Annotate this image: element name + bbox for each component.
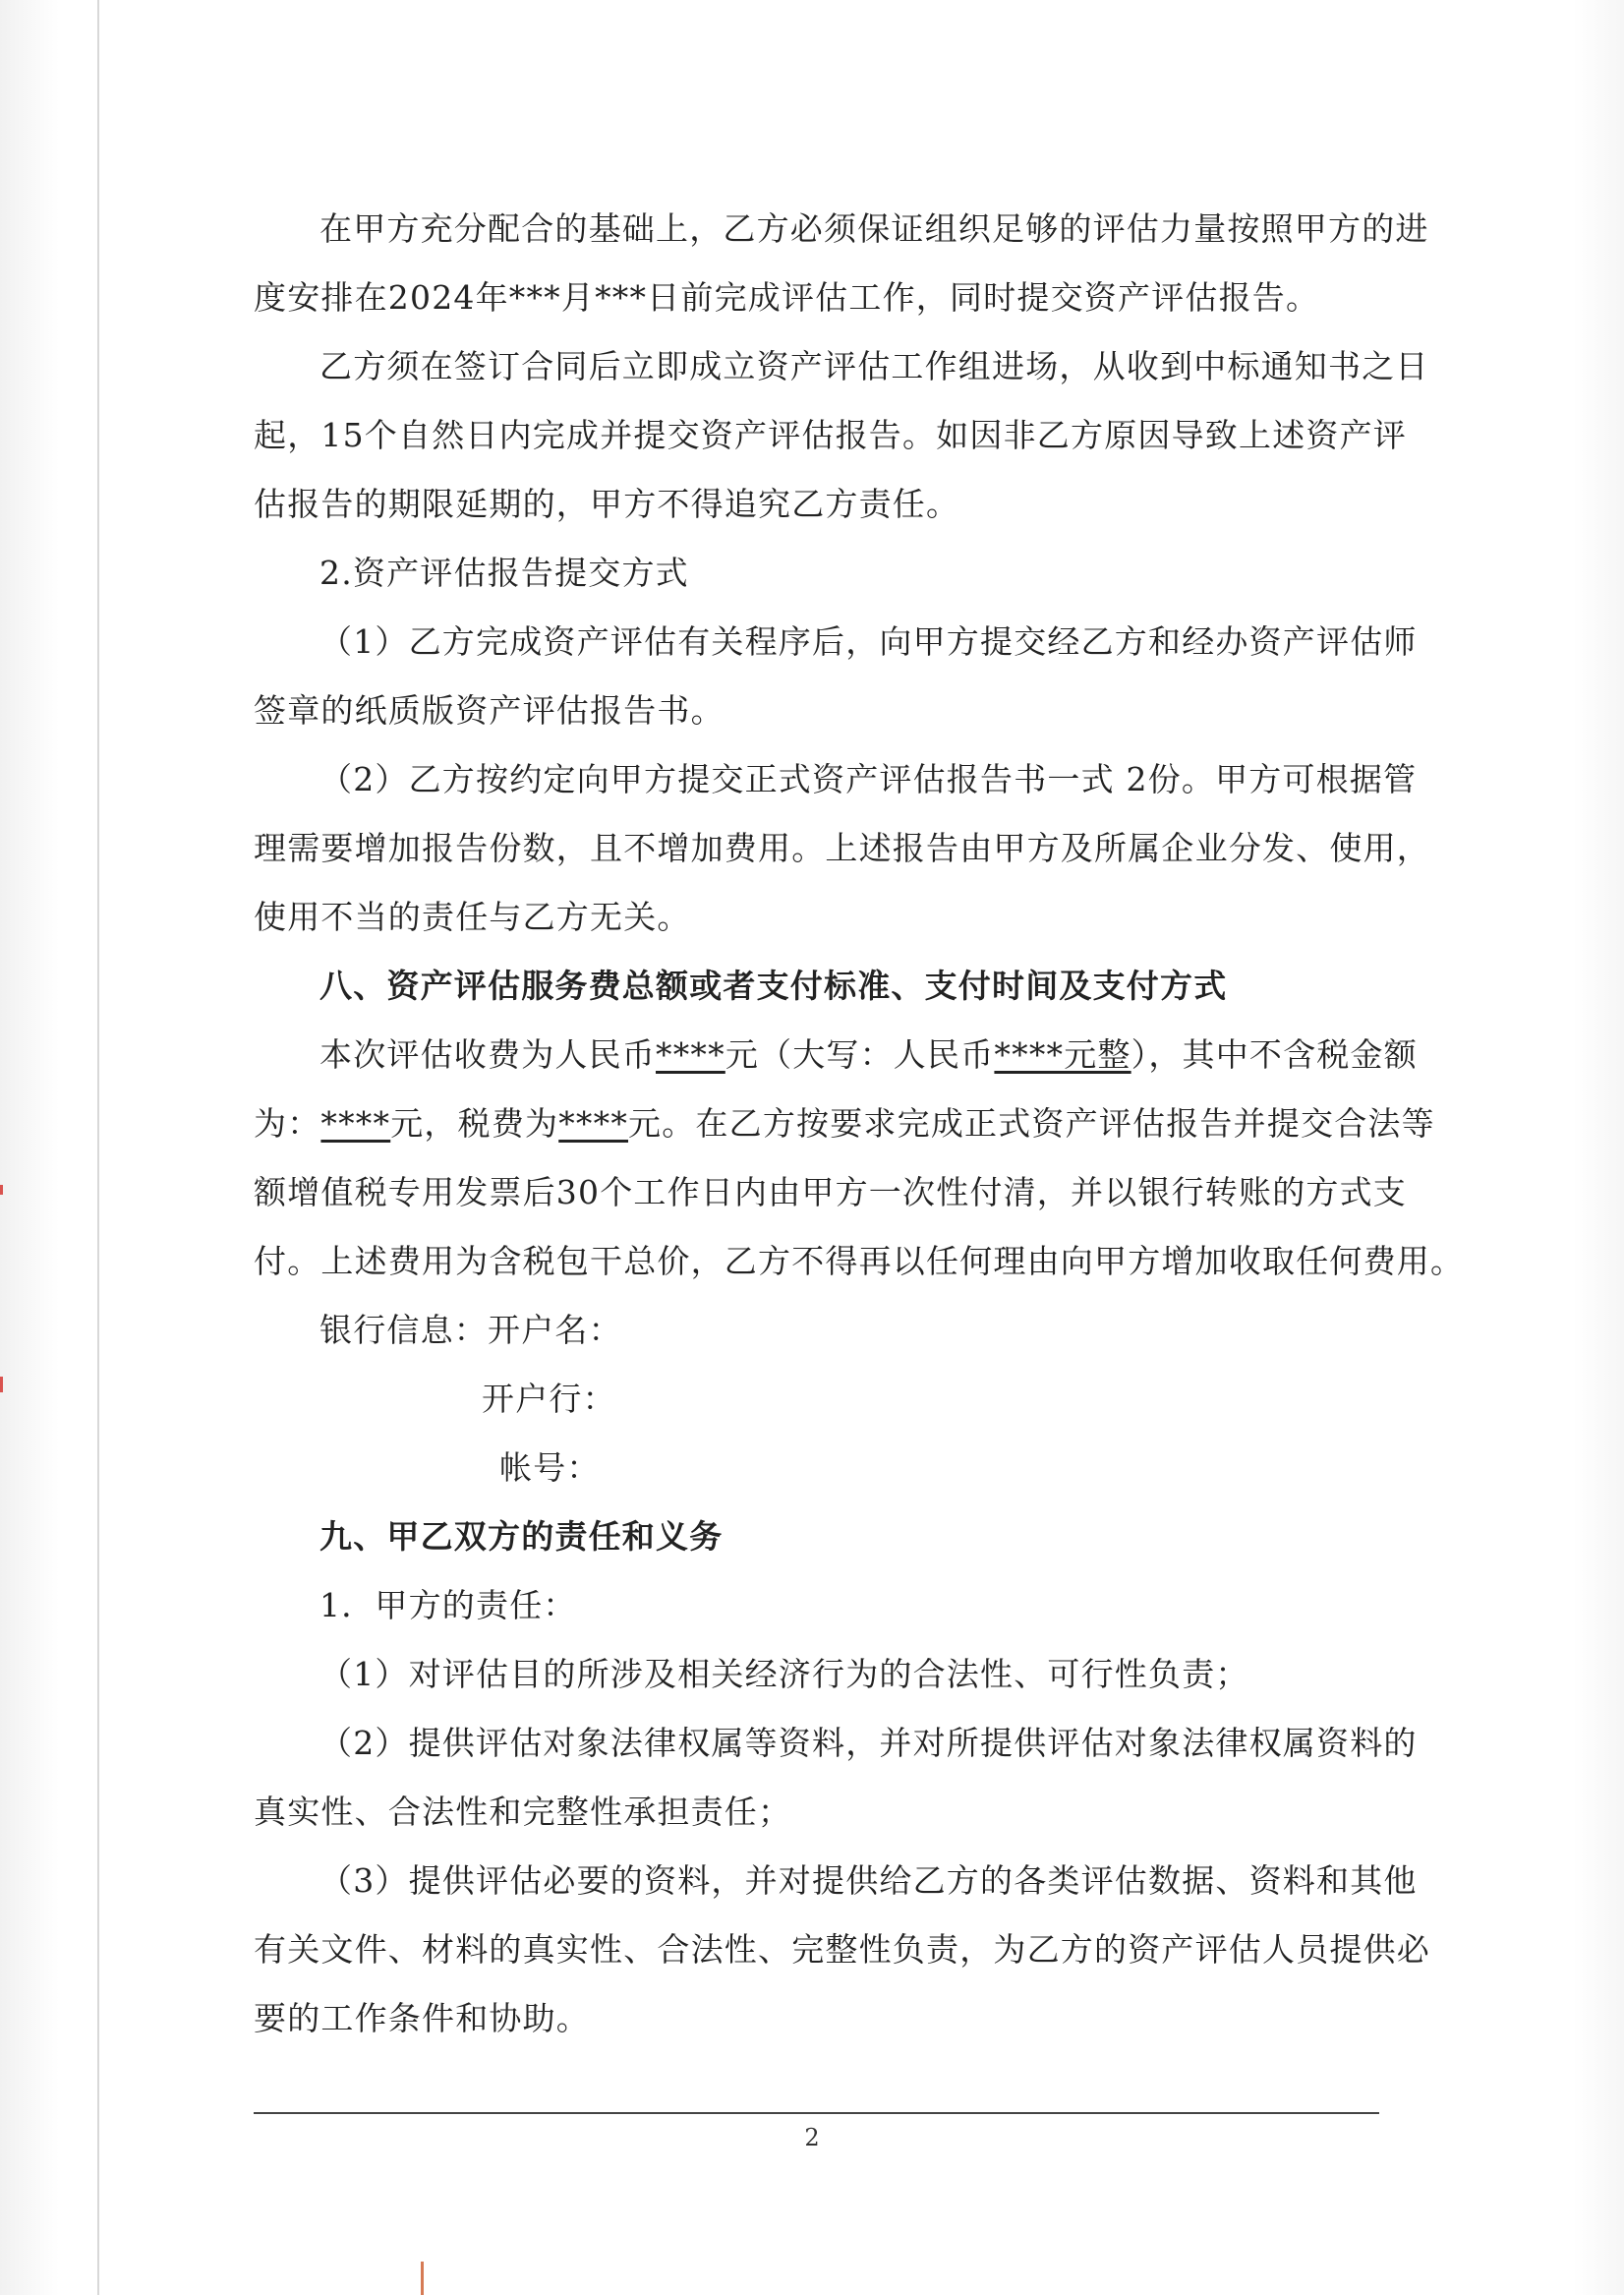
tax-amount-blank: **** — [558, 1104, 629, 1143]
paragraph-line: （1）对评估目的所涉及相关经济行为的合法性、可行性负责； — [319, 1655, 1249, 1693]
paragraph-line: 真实性、合法性和完整性承担责任； — [254, 1793, 792, 1831]
footer-rule — [254, 2112, 1379, 2114]
page-number: 2 — [804, 2124, 820, 2151]
section-heading-fee: 八、资产评估服务费总额或者支付标准、支付时间及支付方式 — [319, 967, 1228, 1005]
fee-line: 付。上述费用为含税包干总价，乙方不得再以任何理由向甲方增加收取任何费用。 — [254, 1242, 1465, 1280]
account-name-label: 开户名： — [488, 1311, 622, 1349]
document-body — [254, 195, 1465, 2053]
fee-text: 元（大写：人民币 — [725, 1035, 995, 1074]
seal-edge-mark — [0, 1185, 3, 1195]
fee-text: ），其中不含税金额 — [1131, 1035, 1418, 1074]
binding-edge — [97, 0, 99, 2295]
fee-text: 本次评估收费为人民币 — [319, 1035, 656, 1074]
fee-text: 为： — [254, 1104, 321, 1143]
section-heading-duties: 九、甲乙双方的责任和义务 — [319, 1517, 724, 1556]
paragraph-line: （2）提供评估对象法律权属等资料，并对所提供评估对象法律权属资料的 — [319, 1724, 1418, 1762]
fee-text: 元。在乙方按要求完成正式资产评估报告并提交合法等 — [628, 1104, 1435, 1143]
paragraph-line: （2）乙方按约定向甲方提交正式资产评估报告书一式 2份。甲方可根据管 — [319, 760, 1418, 798]
paragraph-line: 签章的纸质版资产评估报告书。 — [254, 691, 725, 730]
paragraph-line: （1）乙方完成资产评估有关程序后，向甲方提交经乙方和经办资产评估师 — [319, 622, 1418, 661]
fee-amount-blank: **** — [656, 1035, 725, 1074]
paragraph-line: 乙方须在签订合同后立即成立资产评估工作组进场，从收到中标通知书之日 — [319, 347, 1429, 385]
seal-edge-mark — [0, 1377, 3, 1392]
fee-line — [254, 1021, 1418, 1089]
fee-text: 元，税费为 — [390, 1104, 559, 1143]
paragraph-line: （3）提供评估必要的资料，并对提供给乙方的各类评估数据、资料和其他 — [319, 1861, 1418, 1900]
section-subheading: 2.资产评估报告提交方式 — [319, 554, 689, 592]
paragraph-line: 有关文件、材料的真实性、合法性、完整性负责，为乙方的资产评估人员提供必 — [254, 1930, 1430, 1969]
fee-line — [254, 1089, 1435, 1158]
bank-name-line: 开户行： — [482, 1380, 616, 1418]
scan-mark — [421, 2262, 424, 2295]
section-subheading: 1．甲方的责任： — [319, 1586, 577, 1624]
fee-line: 额增值税专用发票后30个工作日内由甲方一次性付清，并以银行转账的方式支 — [254, 1173, 1407, 1211]
account-number-line: 帐号： — [499, 1448, 601, 1487]
pretax-amount-blank: **** — [320, 1104, 391, 1143]
bank-info-line — [254, 1296, 1384, 1365]
fee-amount-words-blank: ****元整 — [994, 1035, 1131, 1074]
paragraph-line: 在甲方充分配合的基础上，乙方必须保证组织足够的评估力量按照甲方的进 — [319, 209, 1429, 248]
paragraph-line: 度安排在2024年***月***日前完成评估工作，同时提交资产评估报告。 — [254, 278, 1320, 317]
bank-info-label: 银行信息： — [319, 1311, 488, 1349]
paragraph-line: 起，15个自然日内完成并提交资产评估报告。如因非乙方原因导致上述资产评 — [254, 416, 1407, 454]
paragraph-line: 要的工作条件和协助。 — [254, 1999, 590, 2037]
paragraph-line: 理需要增加报告份数，且不增加费用。上述报告由甲方及所属企业分发、使用， — [254, 829, 1430, 867]
paragraph-line: 估报告的期限延期的，甲方不得追究乙方责任。 — [254, 485, 960, 523]
paragraph-line: 使用不当的责任与乙方无关。 — [254, 898, 691, 936]
